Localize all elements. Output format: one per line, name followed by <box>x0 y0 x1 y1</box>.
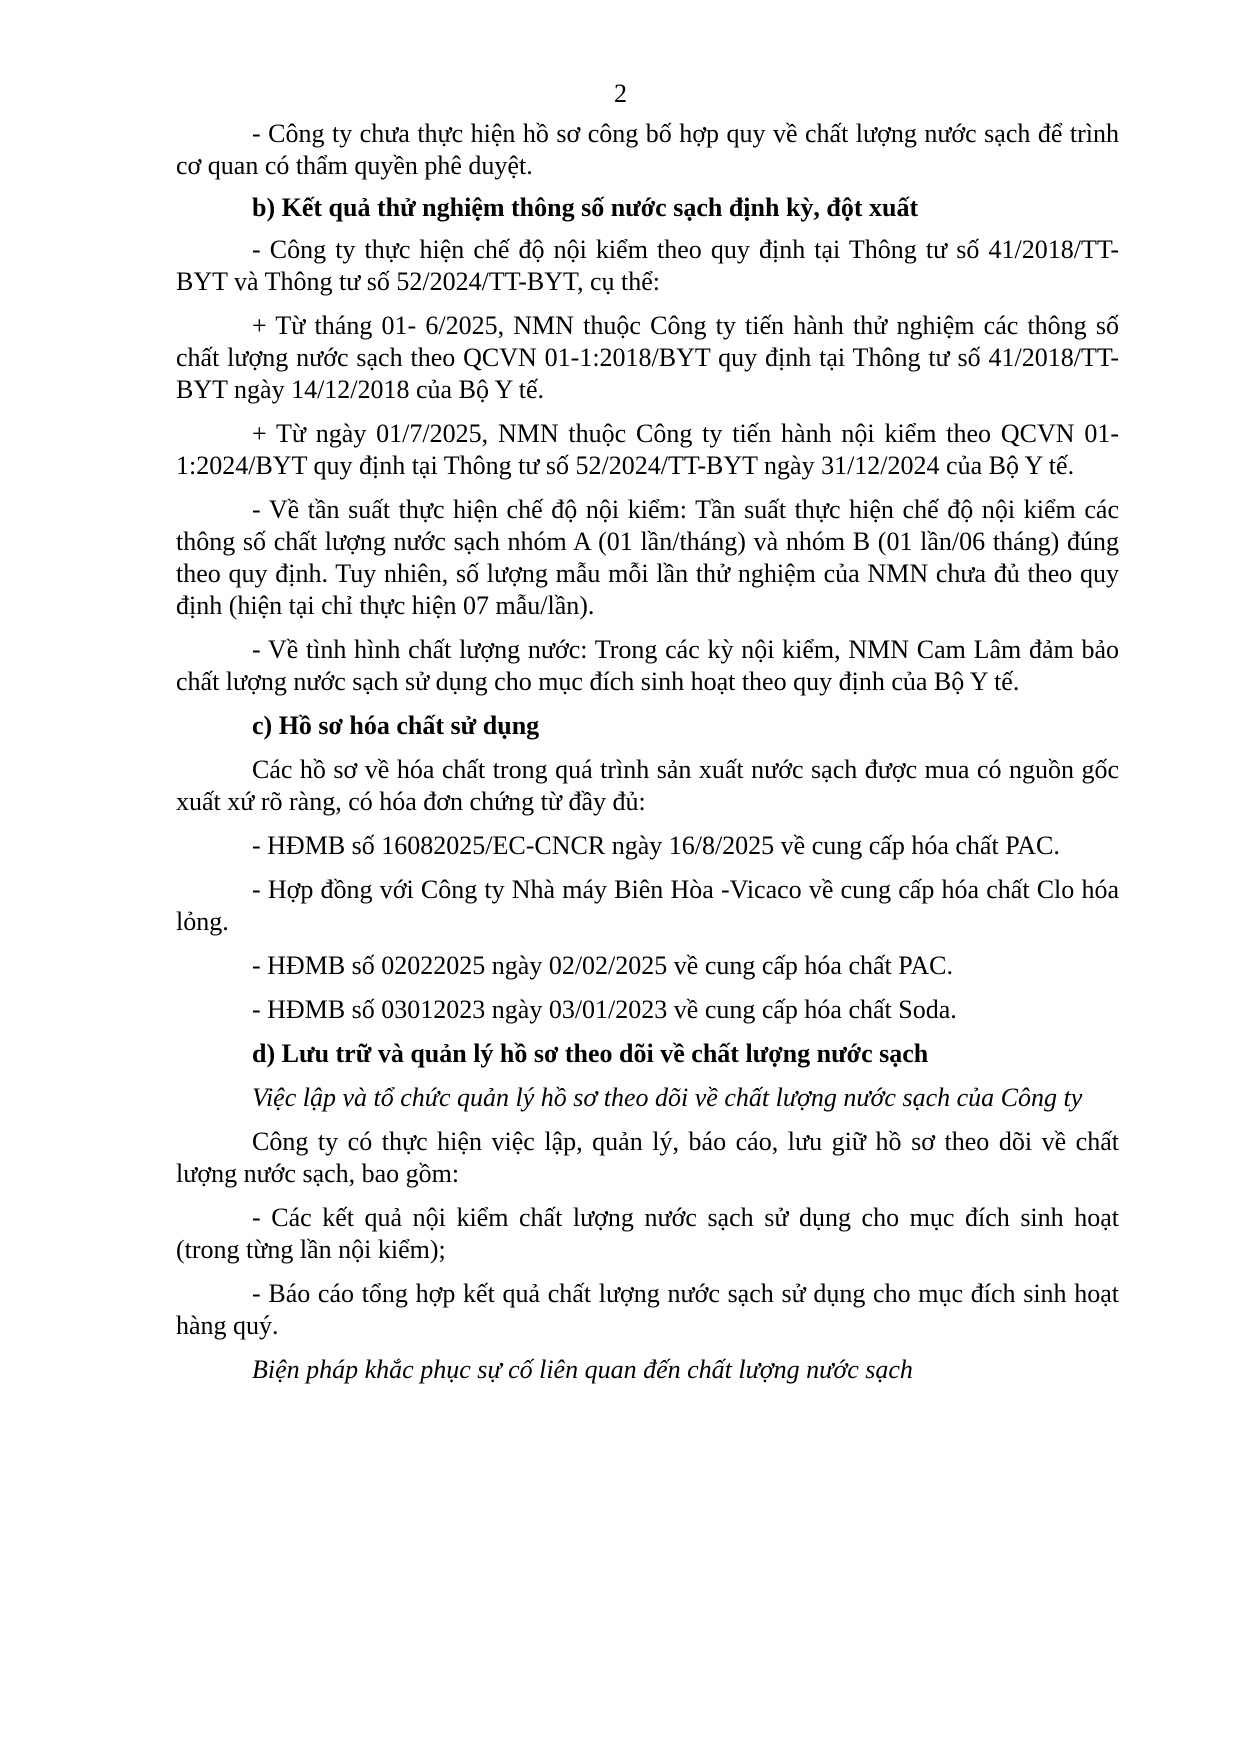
paragraph: Công ty có thực hiện việc lập, quản lý, báo cáo, lưu giữ hồ sơ theo dõi về chất lượng nước sạch, bao gồm: <box>176 1127 1119 1188</box>
section-heading-c: c) Hồ sơ hóa chất sử dụng <box>252 711 540 740</box>
paragraph: - Báo cáo tổng hợp kết quả chất lượng nước sạch sử dụng cho mục đích sinh hoạt hàng quý. <box>176 1279 1119 1340</box>
section-heading-d: d) Lưu trữ và quản lý hồ sơ theo dõi về chất lượng nước sạch <box>252 1039 929 1068</box>
paragraph: + Từ tháng 01- 6/2025, NMN thuộc Công ty tiến hành thử nghiệm các thông số chất lượng nước sạch theo QCVN 01-1:2018/BYT quy định tại Thông tư số 41/2018/TT-BYT ngày 14/12/2018 của Bộ Y tế. <box>176 311 1119 404</box>
paragraph: - Công ty thực hiện chế độ nội kiểm theo quy định tại Thông tư số 41/2018/TT-BYT và Thông tư số 52/2024/TT-BYT, cụ thể: <box>176 235 1119 296</box>
section-heading-b: b) Kết quả thử nghiệm thông số nước sạch định kỳ, đột xuất <box>252 193 919 222</box>
subheading-italic: Biện pháp khắc phục sự cố liên quan đến chất lượng nước sạch <box>252 1355 913 1384</box>
paragraph: - Hợp đồng với Công ty Nhà máy Biên Hòa -Vicaco về cung cấp hóa chất Clo hóa lỏng. <box>176 875 1119 936</box>
paragraph: Các hồ sơ về hóa chất trong quá trình sản xuất nước sạch được mua có nguồn gốc xuất xứ rõ ràng, có hóa đơn chứng từ đầy đủ: <box>176 755 1119 816</box>
paragraph: - HĐMB số 16082025/EC-CNCR ngày 16/8/2025 về cung cấp hóa chất PAC. <box>252 831 1060 860</box>
paragraph: + Từ ngày 01/7/2025, NMN thuộc Công ty tiến hành nội kiểm theo QCVN 01-1:2024/BYT quy định tại Thông tư số 52/2024/TT-BYT ngày 31/12/2024 của Bộ Y tế. <box>176 419 1119 480</box>
page-number: 2 <box>614 79 627 108</box>
paragraph: - HĐMB số 02022025 ngày 02/02/2025 về cung cấp hóa chất PAC. <box>252 951 953 980</box>
paragraph: - Công ty chưa thực hiện hồ sơ công bố hợp quy về chất lượng nước sạch để trình cơ quan có thẩm quyền phê duyệt. <box>176 119 1119 180</box>
paragraph: - Về tình hình chất lượng nước: Trong các kỳ nội kiểm, NMN Cam Lâm đảm bảo chất lượng nước sạch sử dụng cho mục đích sinh hoạt theo quy định của Bộ Y tế. <box>176 635 1119 696</box>
paragraph: - Về tần suất thực hiện chế độ nội kiểm: Tần suất thực hiện chế độ nội kiểm các thông số chất lượng nước sạch nhóm A (01 lần/tháng) và nhóm B (01 lần/06 tháng) đúng theo quy định. Tuy nhiên, số lượng mẫu mỗi lần thử nghiệm của NMN chưa đủ theo quy định (hiện tại chỉ thực hiện 07 mẫu/lần). <box>176 495 1119 620</box>
document-body <box>176 118 1119 1398</box>
subheading-italic: Việc lập và tổ chức quản lý hồ sơ theo dõi về chất lượng nước sạch của Công ty <box>252 1083 1083 1112</box>
paragraph: - Các kết quả nội kiểm chất lượng nước sạch sử dụng cho mục đích sinh hoạt (trong từng lần nội kiểm); <box>176 1203 1119 1264</box>
paragraph: - HĐMB số 03012023 ngày 03/01/2023 về cung cấp hóa chất Soda. <box>252 995 957 1024</box>
